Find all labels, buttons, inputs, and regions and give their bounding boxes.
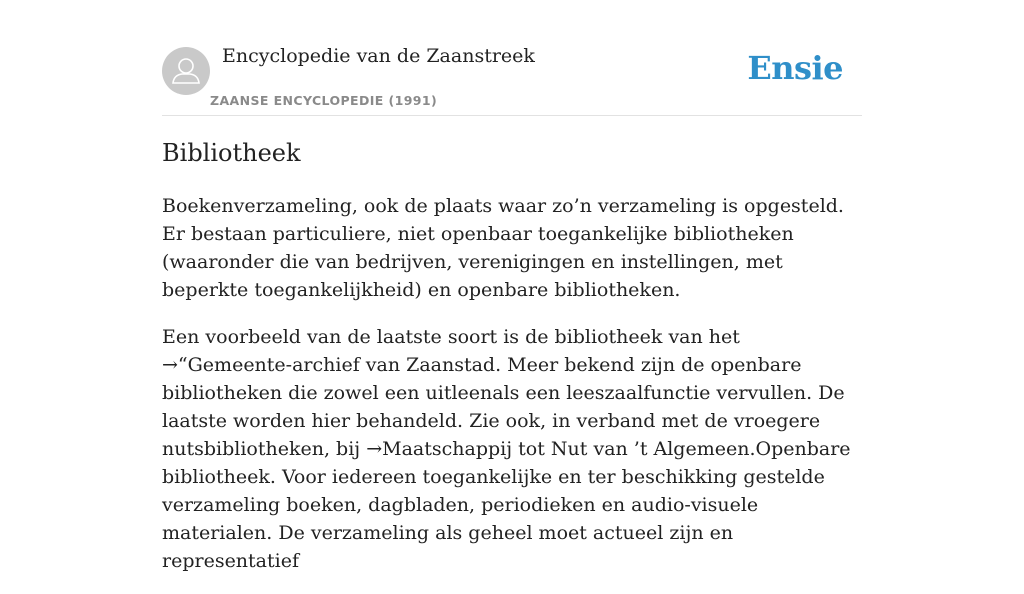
article-title: Bibliotheek xyxy=(162,139,301,167)
paragraph-text: van Zaanstad. Meer bekend zijn de openbare bibliotheken die zowel een uitleenals een leeszaalfunctie vervullen. De laatste worden hier behandeld. Zie ook, in verband met de vroegere nutsbibliotheken, bij xyxy=(162,354,845,460)
article-body xyxy=(162,192,866,594)
paragraph xyxy=(162,323,866,575)
source-header xyxy=(162,0,862,116)
link-gemeente-archief[interactable]: →“Gemeente-archief xyxy=(162,354,360,376)
source-subtitle: ZAANSE ENCYCLOPEDIE (1991) xyxy=(210,93,438,108)
source-title[interactable]: Encyclopedie van de Zaanstreek xyxy=(222,45,535,67)
paragraph-text: Een voorbeeld van de laatste soort is de bibliotheek van het xyxy=(162,326,740,348)
paragraph-text: .Openbare bibliotheek. Voor iedereen toegankelijke en ter beschikking gestelde verzameling boeken, dagbladen, periodieken en audio-visuele materialen. De verzameling als geheel moet actueel zijn en representatief xyxy=(162,438,851,572)
user-icon[interactable] xyxy=(162,47,210,95)
paragraph: Boekenverzameling, ook de plaats waar zo’n verzameling is opgesteld. Er bestaan particuliere, niet openbaar toegankelijke bibliotheken (waaronder die van bedrijven, verenigingen en instellingen, met beperkte toegankelijkheid) en openbare bibliotheken. xyxy=(162,195,844,301)
link-maatschappij-tot-nut[interactable]: →Maatschappij tot Nut van ’t Algemeen xyxy=(366,438,750,460)
brand-logo[interactable]: Ensie xyxy=(747,49,843,87)
